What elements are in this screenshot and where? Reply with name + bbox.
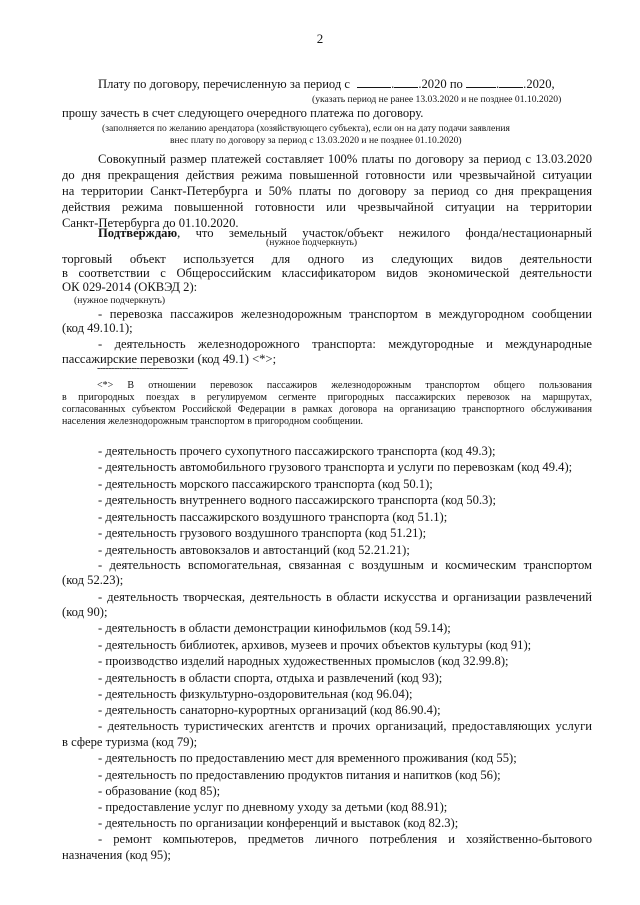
activity-item: - ремонт компьютеров, предметов личного потребления и хозяйственно-бытового [98,832,592,846]
activity-item: - деятельность грузового воздушного транспорта (код 51.21); [98,526,427,540]
confirm-line-2: торговый объект используется для одного из следующих видов деятельности [62,252,592,266]
confirm-bold-word: Подтверждаю [98,226,178,240]
footnote-separator: -------------------------------- [97,363,188,374]
confirm-line-1-rest: , что земельный участок/объект нежилого фонда/нестационарный [177,226,592,240]
confirm-line-4: ОК 029-2014 (ОКВЭД 2): [62,280,198,294]
activity-item: - деятельность автомобильного грузового транспорта и услуги по перевозкам (код 49.4); [98,460,573,474]
activity-item-cont: в сфере туризма (код 79); [62,735,198,749]
rail-long-line-2: (код 49.10.1); [62,321,133,335]
activity-item: - образование (код 85); [98,784,221,798]
activity-item: - деятельность автовокзалов и автостанций (код 52.21.21); [98,543,410,557]
confirm-underline-note-2: (нужное подчеркнуть) [74,295,166,306]
period-to-month-blank[interactable] [499,76,523,88]
page-number: 2 [316,31,324,46]
activity-item: - деятельность физкультурно-оздоровительная (код 96.04); [98,687,413,701]
footnote-line-1: <*> В отношении перевозок пассажиров железнодорожным транспортом общего пользования [97,380,592,391]
activity-item: - деятельность по предоставлению мест для временного проживания (код 55); [98,751,517,765]
activity-item: - деятельность пассажирского воздушного транспорта (код 51.1); [98,510,448,524]
rail-line-2: пассажирские перевозки (код 49.1) <*>; [62,352,277,366]
activity-item: - деятельность по предоставлению продуктов питания и напитков (код 56); [98,768,501,782]
confirm-underline-note: (нужное подчеркнуть) [266,237,358,248]
activity-item: - деятельность санаторно-курортных организаций (код 86.90.4); [98,703,441,717]
footnote-line-2: в пригородных поездах в регулируемом сегменте пригородных пассажирских перевозок на маршрутах, [62,392,592,403]
footnote-line-3: согласованных субъектом Российской Федерации в рамках договора на организацию транспортного обслуживания [62,404,592,415]
rail-line-1: - деятельность железнодорожного транспорта: междугородные и международные [98,337,592,351]
payment-period-note: (указать период не ранее 13.03.2020 и не позднее 01.10.2020) [312,94,562,105]
period-to-day-blank[interactable] [466,76,496,88]
period-from-month-blank[interactable] [394,76,418,88]
period-from-day-blank[interactable] [357,76,391,88]
activity-item: - деятельность в области спорта, отдыха и развлечений (код 93); [98,671,443,685]
total-line-2: до дня прекращения действия режима повышенной готовности или чрезвычайной ситуации [62,168,592,182]
activity-item: - деятельность вспомогательная, связанная с воздушным и космическим транспортом [98,558,592,572]
activity-item: - деятельность внутреннего водного пассажирского транспорта (код 50.3); [98,493,496,507]
confirm-line-3: в соответствии с Общероссийским классификатором видов экономической деятельности [62,266,592,280]
payment-line-2: прошу зачесть в счет следующего очередного платежа по договору. [62,106,424,120]
activity-item-cont: (код 52.23); [62,573,124,587]
activity-item: - деятельность морского пассажирского транспорта (код 50.1); [98,477,433,491]
payment-line-1-mid: .2020 по [418,77,463,91]
activity-item: - производство изделий народных художественных промыслов (код 32.99.8); [98,654,509,668]
activity-item-cont: назначения (код 95); [62,848,171,862]
activity-item: - деятельность прочего сухопутного пассажирского транспорта (код 49.3); [98,444,496,458]
rail-long-line-1: - перевозка пассажиров железнодорожным транспортом в междугородном сообщении [98,307,592,321]
total-line-3: на территории Санкт-Петербурга и 50% платы по договору за период со дня прекращения [62,184,592,198]
activity-item: - предоставление услуг по дневному уходу за детьми (код 88.91); [98,800,448,814]
activity-item: - деятельность библиотек, архивов, музеев и прочих объектов культуры (код 91); [98,638,532,652]
payment-line-1-start: Плату по договору, перечисленную за период с [98,77,351,91]
payment-fill-note-1: (заполняется по желанию арендатора (хозяйствующего субъекта), если он на дату подачи заявления [102,123,510,134]
total-line-4: действия режима повышенной готовности или чрезвычайной ситуации на территории [62,200,592,214]
payment-line-1-end: .2020, [523,77,555,91]
activity-item: - деятельность в области демонстрации кинофильмов (код 59.14); [98,621,451,635]
payment-line-1: Плату по договору, перечисленную за период с . .2020 по . .2020, [98,77,555,91]
activity-item: - деятельность творческая, деятельность в области искусства и организации развлечений [98,590,592,604]
footnote-line-4: населения железнодорожным транспортом в пригородном сообщении. [62,416,364,427]
payment-fill-note-2: внес плату по договору за период с 13.03.2020 и не позднее 01.10.2020) [170,135,462,146]
activity-item: - деятельность туристических агентств и прочих организаций, предоставляющих услуги [98,719,592,733]
total-line-1: Совокупный размер платежей составляет 100% платы по договору за период с 13.03.2020 [98,152,592,166]
total-line-5: Санкт-Петербурга до 01.10.2020. [62,216,239,230]
activity-item: - деятельность по организации конференций и выставок (код 82.3); [98,816,459,830]
activity-item-cont: (код 90); [62,605,108,619]
